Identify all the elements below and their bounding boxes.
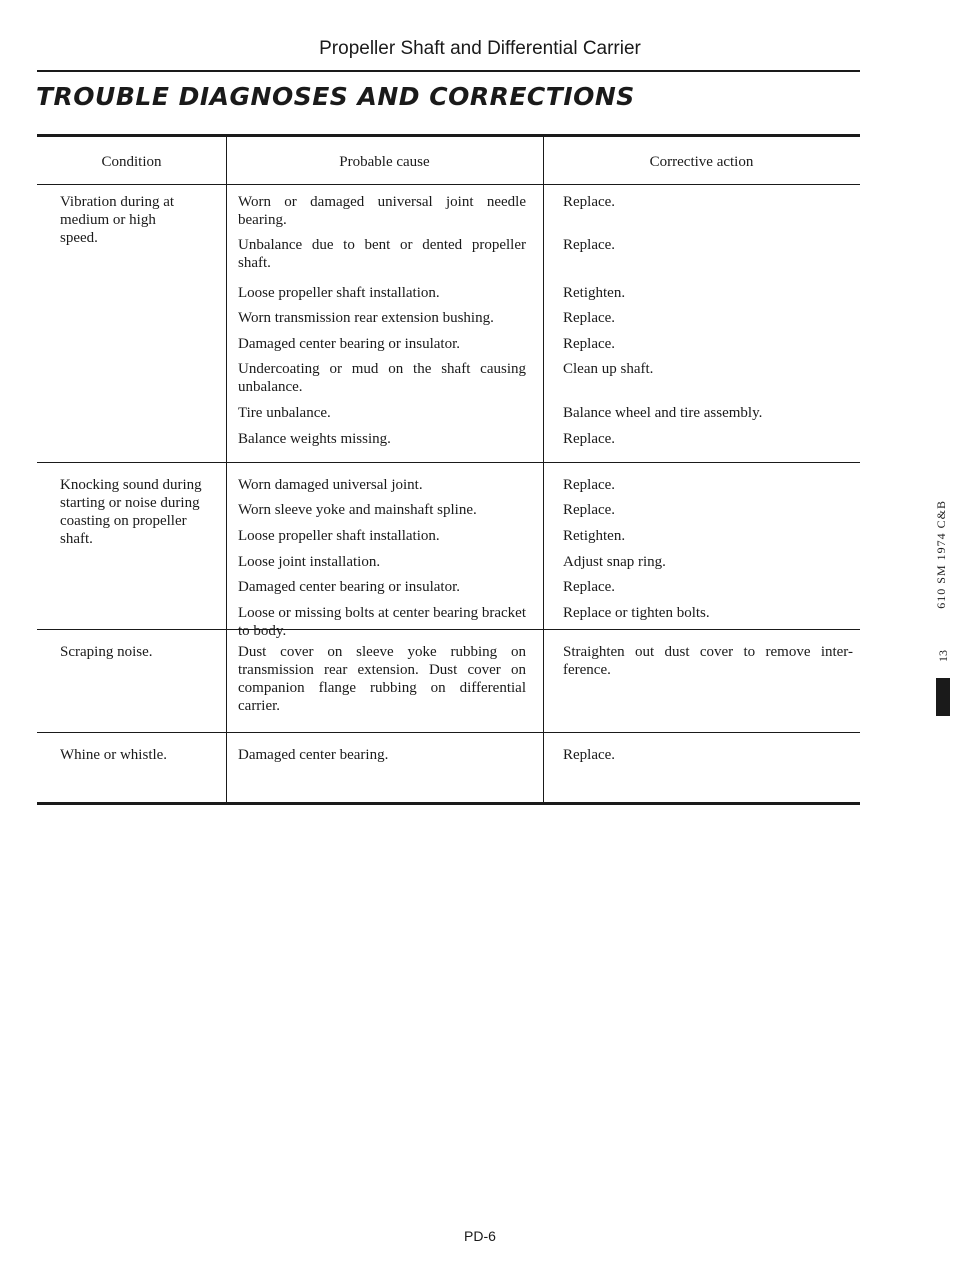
cause-cell: Worn damaged universal joint. bbox=[238, 477, 423, 493]
cause-cell: Dust cover on sleeve yoke rubbing on transmission rear extension. Dust cover on companion flange rubbing on differential carrier. bbox=[238, 644, 526, 714]
action-cell: Replace. bbox=[563, 336, 616, 352]
action-cell: Retighten. bbox=[563, 285, 626, 301]
cause-cell: Loose joint installation. bbox=[238, 554, 381, 570]
table-bottom-rule bbox=[37, 802, 860, 805]
cause-cell: Damaged center bearing. bbox=[238, 747, 389, 763]
cause-cell: Unbalance due to bent or dented propeller shaft. bbox=[238, 237, 526, 271]
condition-cell: Scraping noise. bbox=[60, 644, 153, 660]
action-cell: Balance wheel and tire assembly. bbox=[563, 405, 763, 421]
section-title: Propeller Shaft and Differential Carrier bbox=[319, 38, 641, 59]
cause-cell: Undercoating or mud on the shaft causing unbalance. bbox=[238, 361, 526, 395]
group-divider bbox=[37, 732, 860, 733]
action-cell: Replace. bbox=[563, 237, 616, 253]
action-cell: Replace. bbox=[563, 477, 616, 493]
cause-cell: Loose or missing bolts at center bearing bracket to body. bbox=[238, 605, 526, 639]
table-top-rule bbox=[37, 134, 860, 137]
header-rule bbox=[37, 70, 860, 72]
cause-cell: Balance weights missing. bbox=[238, 431, 391, 447]
action-cell: Adjust snap ring. bbox=[563, 554, 666, 570]
cause-cell: Worn or damaged universal joint needle bearing. bbox=[238, 194, 526, 228]
action-cell: Clean up shaft. bbox=[563, 361, 654, 377]
cause-cell: Worn transmission rear extension bushing. bbox=[238, 310, 494, 326]
condition-cell: Knocking sound during starting or noise during coasting on propeller shaft. bbox=[60, 477, 202, 547]
column-header-cause: Probable cause bbox=[339, 154, 430, 170]
action-cell: Replace. bbox=[563, 310, 616, 326]
cause-cell: Tire unbalance. bbox=[238, 405, 331, 421]
column-header-action: Corrective action bbox=[649, 154, 754, 170]
action-cell: Straighten out dust cover to remove inter- ference. bbox=[563, 644, 853, 678]
cause-cell: Loose propeller shaft installation. bbox=[238, 285, 440, 301]
condition-cell: Vibration during at medium or high speed. bbox=[60, 194, 175, 246]
cause-cell: Worn sleeve yoke and mainshaft spline. bbox=[238, 502, 477, 518]
action-cell: Replace. bbox=[563, 431, 616, 447]
group-divider bbox=[37, 462, 860, 463]
page-number: PD-6 bbox=[464, 1228, 496, 1244]
action-cell: Retighten. bbox=[563, 528, 626, 544]
cause-cell: Damaged center bearing or insulator. bbox=[238, 579, 460, 595]
side-margin-number: 13 bbox=[936, 650, 950, 662]
column-divider bbox=[226, 136, 227, 804]
action-cell: Replace. bbox=[563, 502, 616, 518]
cause-cell: Damaged center bearing or insulator. bbox=[238, 336, 460, 352]
column-divider bbox=[543, 136, 544, 804]
header-row-rule bbox=[37, 184, 860, 185]
action-cell: Replace or tighten bolts. bbox=[563, 605, 710, 621]
page-title: TROUBLE DIAGNOSES AND CORRECTIONS bbox=[36, 82, 635, 111]
action-cell: Replace. bbox=[563, 747, 616, 763]
action-cell: Replace. bbox=[563, 579, 616, 595]
cause-cell: Loose propeller shaft installation. bbox=[238, 528, 440, 544]
condition-cell: Whine or whistle. bbox=[60, 747, 168, 763]
column-header-condition: Condition bbox=[101, 154, 162, 170]
action-cell: Replace. bbox=[563, 194, 616, 210]
side-tab-marker bbox=[936, 678, 950, 716]
side-margin-tag: 610 SM 1974 C&B bbox=[934, 500, 948, 609]
